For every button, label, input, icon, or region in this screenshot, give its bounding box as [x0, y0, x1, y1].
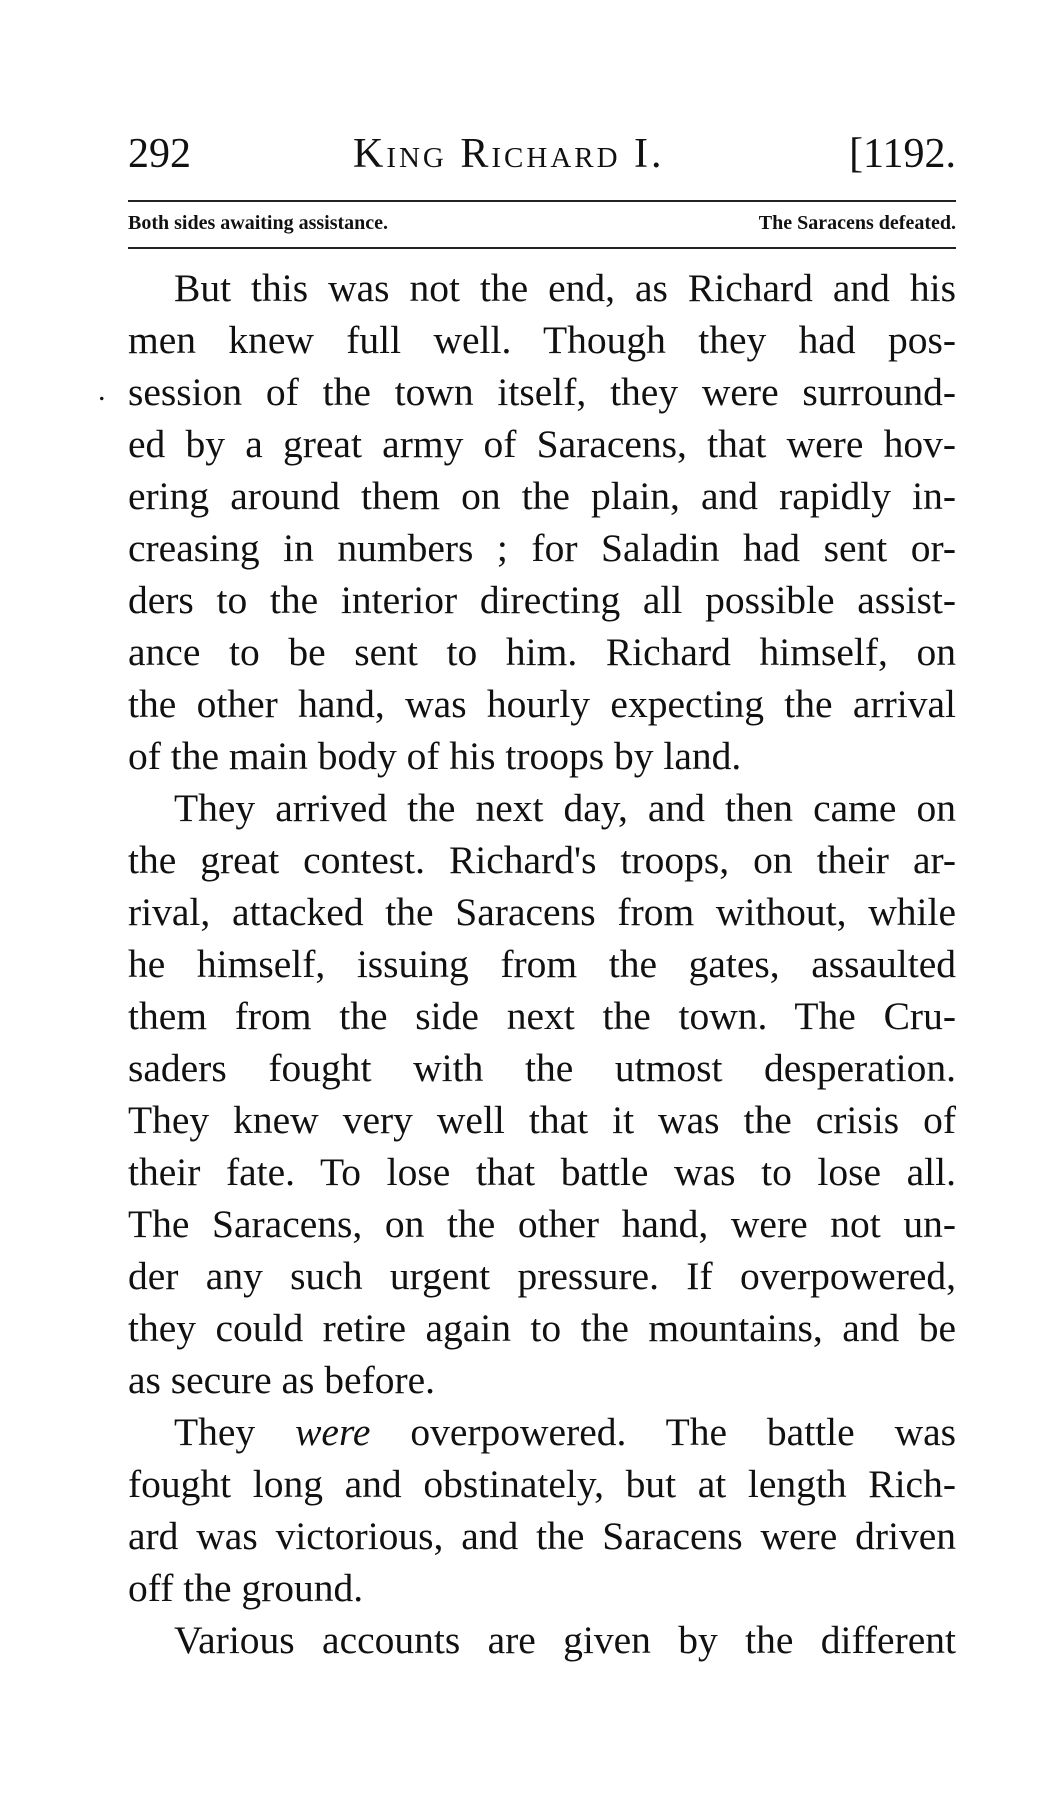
- text-line: creasing in numbers ; for Saladin had sent or-: [128, 526, 956, 570]
- text-line: as secure as before.: [128, 1358, 436, 1402]
- text-line: ders to the interior directing all possible assist-: [128, 578, 956, 622]
- text-line: them from the side next the town. The Cru-: [128, 994, 956, 1038]
- running-head: [128, 124, 956, 184]
- text-line: fought long and obstinately, but at length Rich-: [128, 1462, 956, 1506]
- text-line: the other hand, was hourly expecting the arrival: [128, 682, 956, 726]
- text-line: off the ground.: [128, 1566, 364, 1610]
- text-line: ance to be sent to him. Richard himself, on: [128, 630, 956, 674]
- year-marker: [1192.: [849, 131, 956, 177]
- text-line: men knew full well. Though they had pos-: [128, 318, 956, 362]
- text-line: Various accounts are given by the different: [174, 1618, 956, 1662]
- text-line: saders fought with the utmost desperation.: [128, 1046, 956, 1090]
- text-line: rival, attacked the Saracens from without, while: [128, 890, 956, 934]
- text-line: They arrived the next day, and then came on: [174, 786, 956, 830]
- body-text: [128, 262, 956, 1666]
- text-line: he himself, issuing from the gates, assaulted: [128, 942, 956, 986]
- line-spacer: [370, 1410, 410, 1454]
- text-line: their fate. To lose that battle was to lose all.: [128, 1150, 956, 1194]
- text-line: of the main body of his troops by land.: [128, 734, 742, 778]
- shoulder-note-left: Both sides awaiting assistance.: [128, 212, 389, 234]
- line-start: They: [174, 1410, 296, 1454]
- margin-mark: .: [98, 374, 106, 407]
- shoulder-notes: [128, 206, 956, 240]
- page-number: 292: [128, 131, 191, 177]
- line-rest: overpowered. The battle was: [410, 1410, 956, 1454]
- header-rule-top: [128, 200, 956, 202]
- text-line: The Saracens, on the other hand, were not un-: [128, 1202, 956, 1246]
- text-line: ering around them on the plain, and rapidly in-: [128, 474, 956, 518]
- book-title: King Richard I.: [353, 131, 665, 177]
- header-rule-bottom: [128, 247, 956, 249]
- text-line: They knew very well that it was the crisis of: [128, 1098, 956, 1142]
- text-line: session of the town itself, they were surround-: [128, 370, 956, 414]
- emphasis-were: were: [295, 1410, 371, 1454]
- text-line: ed by a great army of Saracens, that were hov-: [128, 422, 956, 466]
- text-line: der any such urgent pressure. If overpowered,: [128, 1254, 956, 1298]
- text-line: ard was victorious, and the Saracens were driven: [128, 1514, 956, 1558]
- text-line-with-emphasis: [128, 1406, 956, 1458]
- text-line: they could retire again to the mountains, and be: [128, 1306, 956, 1350]
- text-line: But this was not the end, as Richard and his: [174, 266, 956, 310]
- text-line: the great contest. Richard's troops, on their ar-: [128, 838, 956, 882]
- shoulder-note-right: The Saracens defeated.: [758, 212, 956, 234]
